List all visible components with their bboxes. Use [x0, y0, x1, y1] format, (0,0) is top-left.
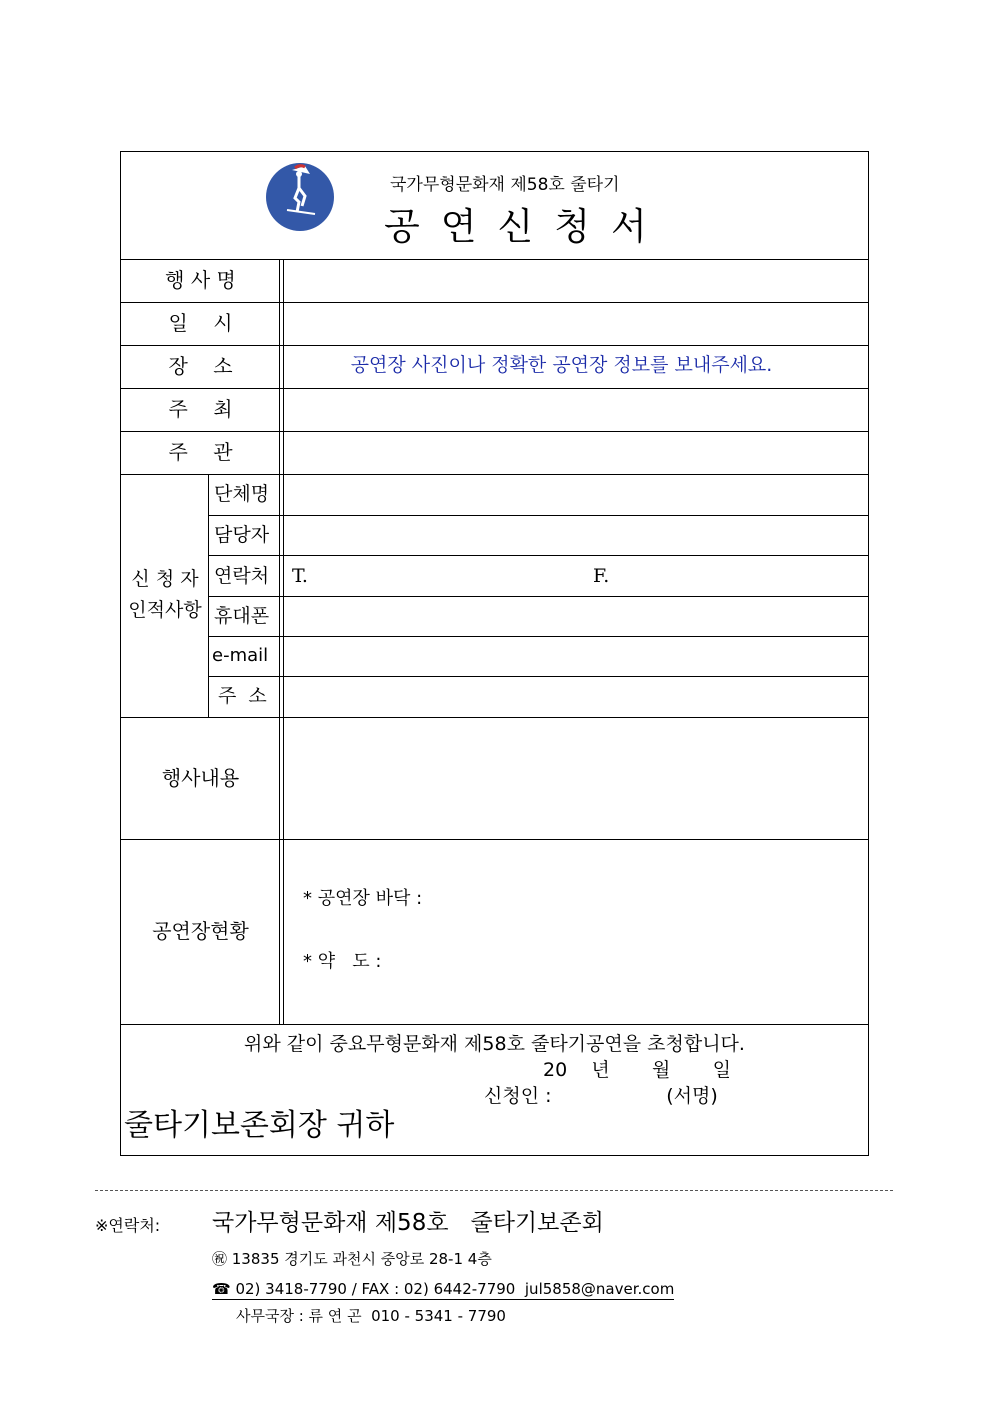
divider	[120, 474, 869, 475]
label-host: 주 최	[168, 397, 233, 421]
venue-floor: * 공연장 바닥 :	[303, 888, 423, 909]
venue-note: 공연장 사진이나 정확한 공연장 정보를 보내주세요.	[350, 354, 773, 376]
host-field[interactable]	[285, 390, 867, 430]
divider	[208, 555, 869, 556]
label-contact: 연락처	[214, 565, 270, 587]
contact-label: ※연락처:	[95, 1216, 161, 1235]
date-line: 20 년 월 일	[543, 1059, 731, 1081]
label-event-name: 행 사 명	[165, 268, 236, 292]
label-venue-status: 공연장현황	[152, 919, 249, 943]
divider	[208, 474, 209, 717]
addressee: 줄타기보존회장 귀하	[124, 1108, 395, 1143]
label-event-content: 행사내용	[161, 766, 240, 790]
applicant-sign-line: 신청인 : (서명)	[484, 1085, 718, 1107]
form-subtitle: 국가무형문화재 제58호 줄타기	[390, 175, 620, 195]
contact-director: 사무국장 : 류 연 곤 010 - 5341 - 7790	[236, 1307, 506, 1325]
contact-org: 국가무형문화재 제58호 줄타기보존회	[212, 1210, 604, 1236]
label-person: 담당자	[214, 524, 270, 546]
divider	[120, 388, 869, 389]
label-datetime: 일 시	[168, 311, 233, 335]
divider	[208, 636, 869, 637]
label-email: e-mail	[212, 645, 269, 666]
contact-phone[interactable]: ☎ 02) 3418-7790 / FAX : 02) 6442-7790 jul5858@naver.com	[212, 1280, 675, 1298]
label-mobile: 휴대폰	[214, 605, 270, 627]
divider	[120, 1024, 869, 1025]
logo-emblem-icon	[265, 162, 335, 232]
label-organizer: 주 관	[168, 440, 233, 464]
divider	[279, 259, 280, 1024]
divider	[208, 676, 869, 677]
cut-line	[95, 1190, 893, 1191]
event-name-field[interactable]	[285, 261, 867, 301]
contact-address: ㊗ 13835 경기도 과천시 중앙로 28-1 4층	[212, 1250, 492, 1268]
label-venue: 장 소	[168, 354, 233, 378]
divider	[120, 431, 869, 432]
divider	[120, 345, 869, 346]
form-title: 공연신청서	[384, 205, 668, 248]
contact-fax[interactable]: F.	[593, 565, 610, 587]
divider	[120, 839, 869, 840]
event-content-field[interactable]	[285, 719, 867, 837]
label-org: 단체명	[214, 483, 270, 505]
divider	[208, 596, 869, 597]
label-address: 주 소	[218, 685, 267, 707]
label-applicant-line1: 신 청 자	[131, 568, 199, 590]
venue-map: * 약 도 :	[303, 951, 382, 972]
invite-text: 위와 같이 중요무형문화재 제58호 줄타기공연을 초청합니다.	[244, 1033, 745, 1055]
divider	[120, 259, 869, 260]
divider	[120, 302, 869, 303]
datetime-field[interactable]	[285, 304, 867, 344]
label-applicant-line2: 인적사항	[128, 599, 202, 621]
contact-tel[interactable]: T.	[292, 565, 308, 587]
divider	[208, 515, 869, 516]
organizer-field[interactable]	[285, 433, 867, 473]
divider	[120, 717, 869, 718]
